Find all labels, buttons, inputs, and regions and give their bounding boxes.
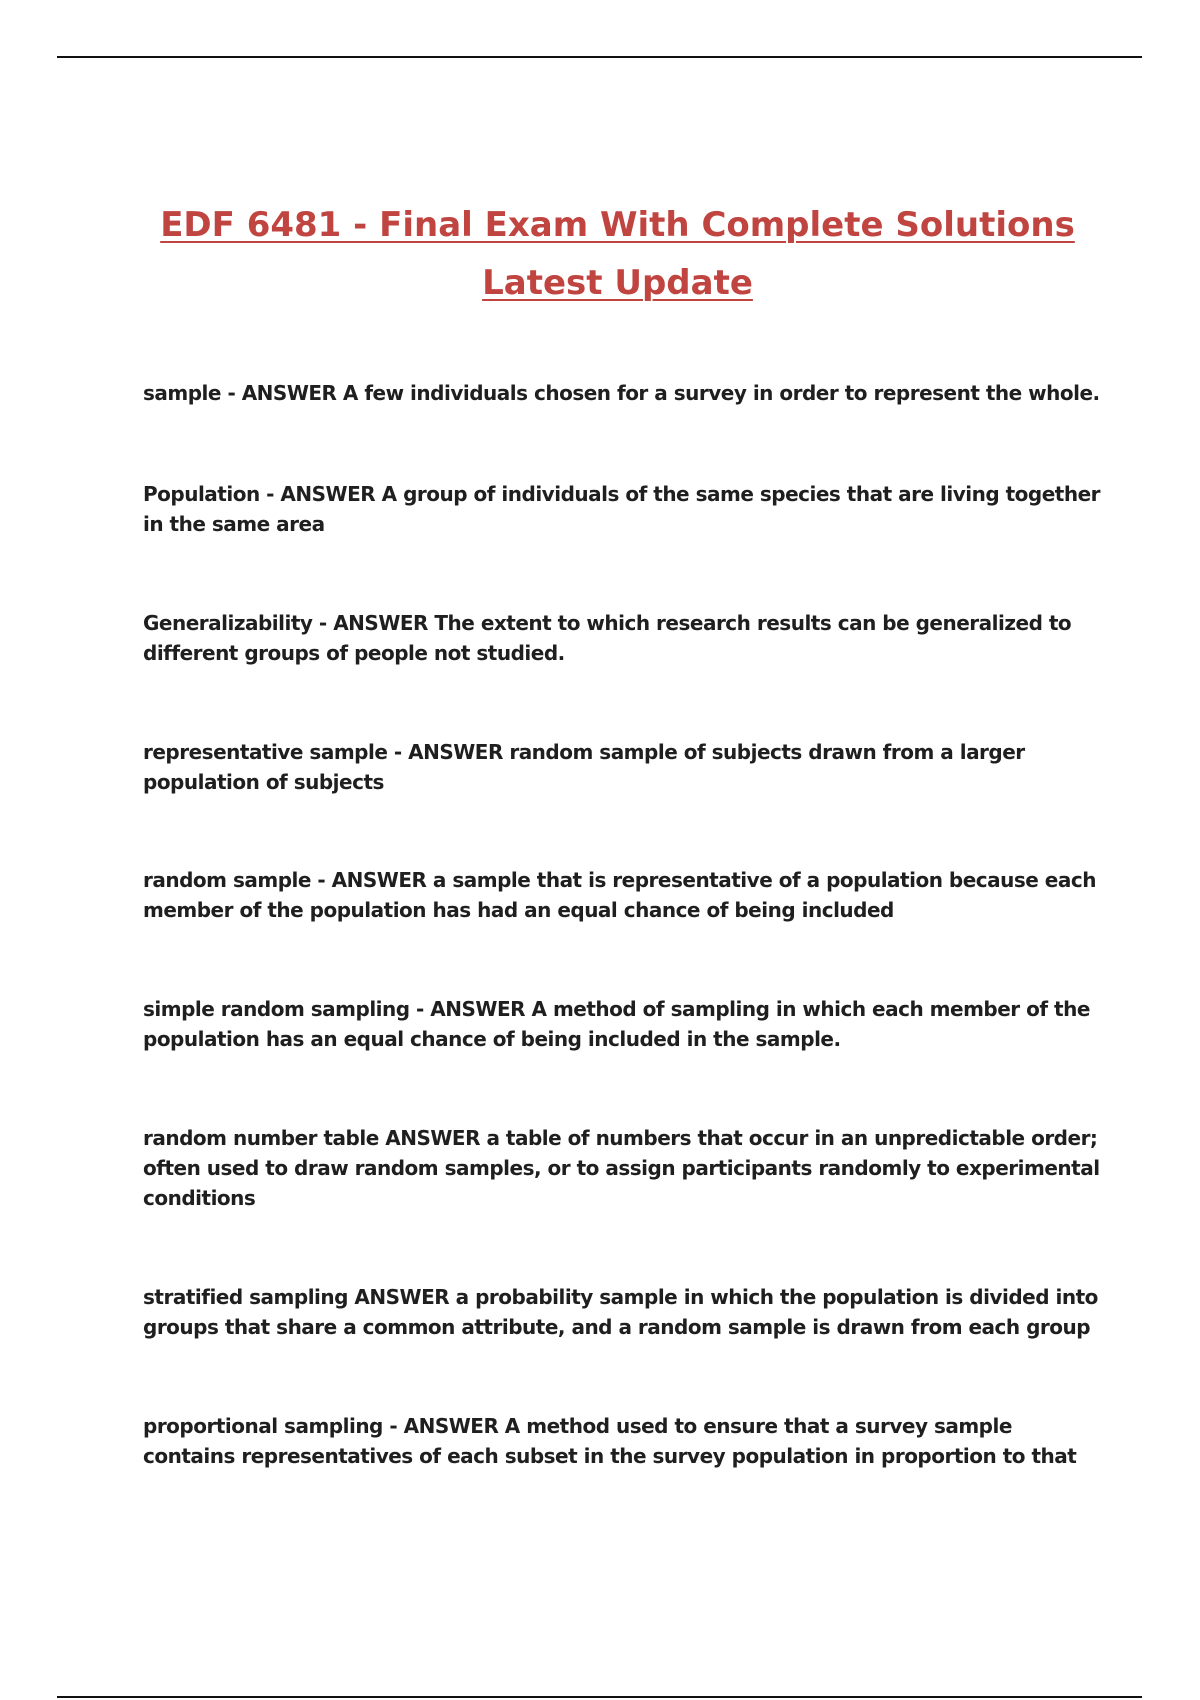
qa-entry-sample: sample - ANSWER A few individuals chosen for a survey in order to represent the whole.: [143, 381, 1100, 405]
title-line-2: Latest Update: [482, 263, 753, 303]
document-title: [100, 196, 1135, 312]
qa-entry-proportional-sampling: proportional sampling - ANSWER A method used to ensure that a survey sample contains representatives of each subset in the survey population in proportion to that: [143, 1414, 1077, 1468]
bottom-divider: [57, 1696, 1142, 1698]
title-line-1: EDF 6481 - Final Exam With Complete Solutions: [160, 205, 1075, 245]
qa-entry-simple-random-sampling: simple random sampling - ANSWER A method of sampling in which each member of the population has an equal chance of being included in the sample.: [143, 997, 1090, 1051]
qa-entry-population: Population - ANSWER A group of individuals of the same species that are living together in the same area: [143, 482, 1101, 536]
top-divider: [57, 56, 1142, 58]
qa-entry-generalizability: Generalizability - ANSWER The extent to which research results can be generalized to different groups of people not studied.: [143, 611, 1072, 665]
qa-entry-representative-sample: representative sample - ANSWER random sample of subjects drawn from a larger population of subjects: [143, 740, 1025, 794]
qa-entry-stratified-sampling: stratified sampling ANSWER a probability sample in which the population is divided into groups that share a common attribute, and a random sample is drawn from each group: [143, 1285, 1098, 1339]
qa-entry-random-number-table: random number table ANSWER a table of numbers that occur in an unpredictable order; often used to draw random samples, or to assign participants randomly to experimental conditions: [143, 1126, 1100, 1210]
qa-entry-random-sample: random sample - ANSWER a sample that is representative of a population because each member of the population has had an equal chance of being included: [143, 868, 1096, 922]
